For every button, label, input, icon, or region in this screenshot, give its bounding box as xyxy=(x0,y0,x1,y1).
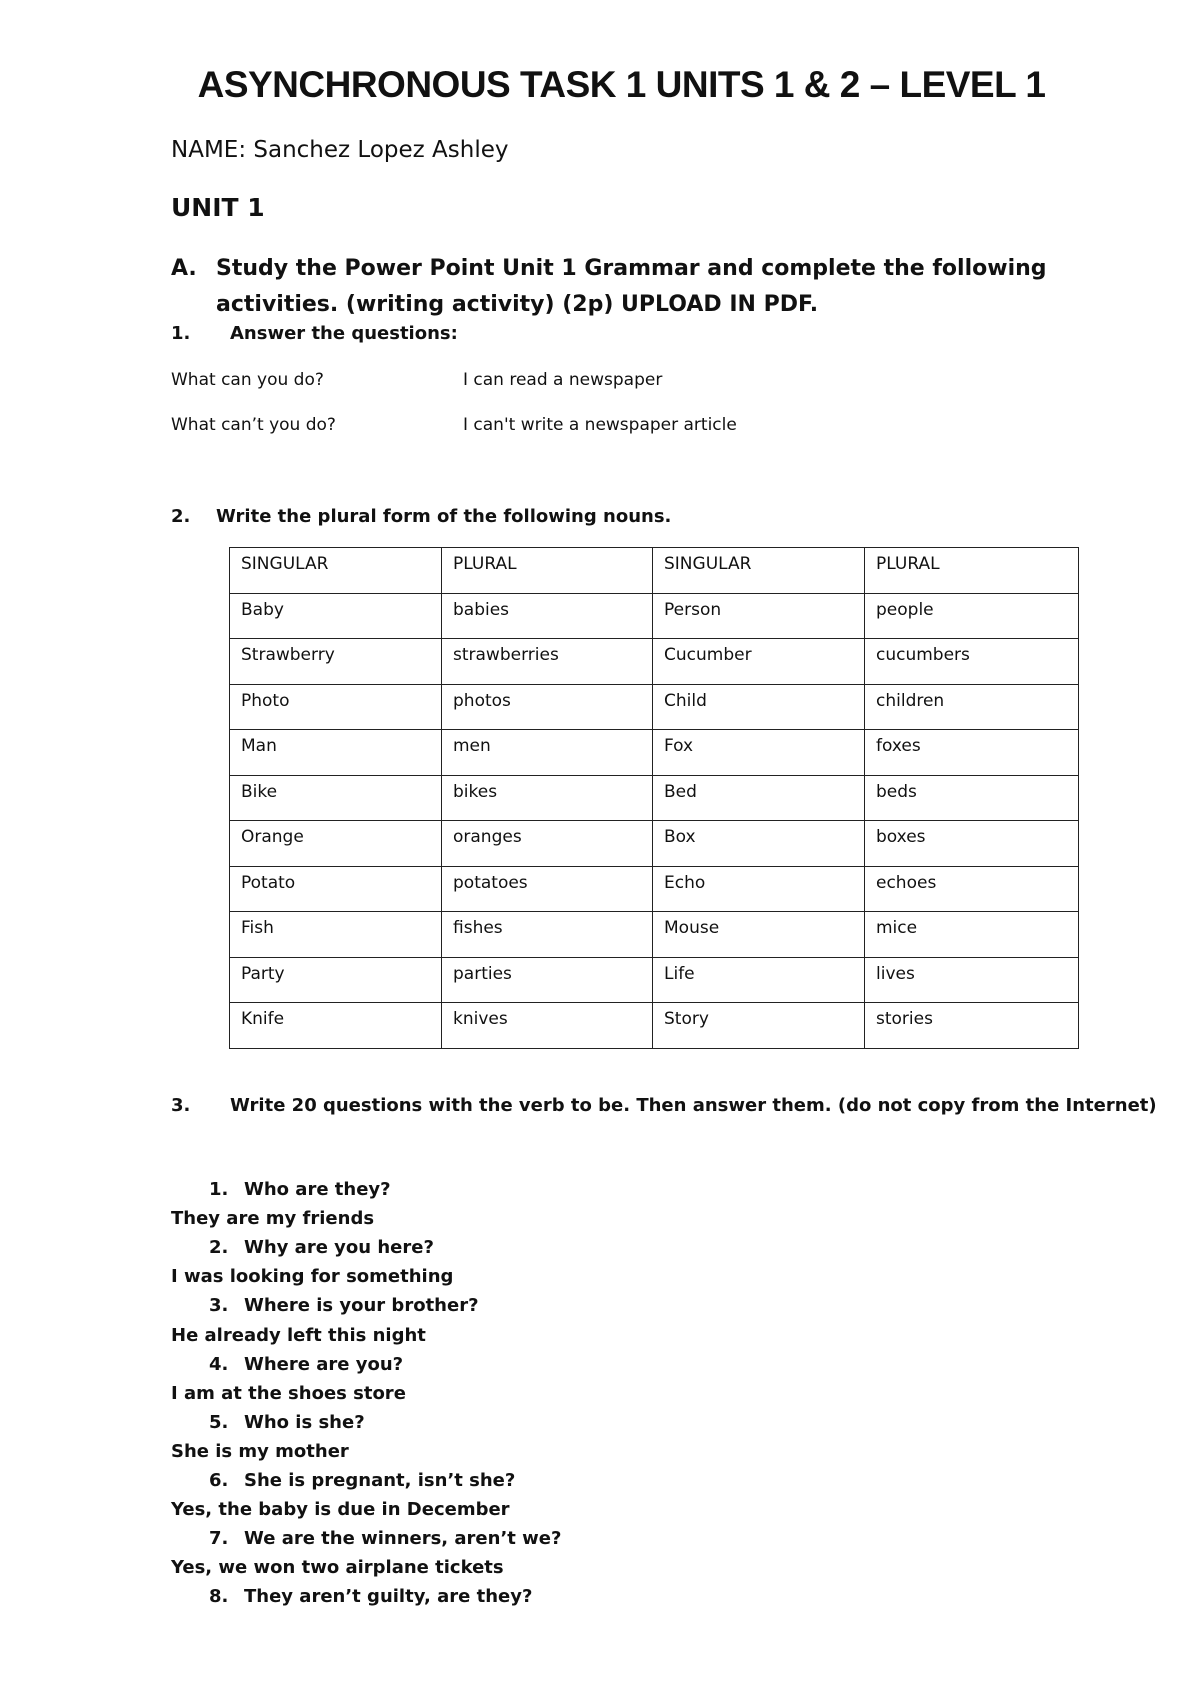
singular-cell: Party xyxy=(230,957,442,1003)
singular-cell: Potato xyxy=(230,866,442,912)
column-header: SINGULAR xyxy=(230,548,442,594)
question-number: 3. xyxy=(209,1295,229,1317)
section-a-marker: A. xyxy=(171,256,197,281)
singular-cell: Strawberry xyxy=(230,639,442,685)
question-number: 8. xyxy=(209,1586,229,1608)
singular-cell: Box xyxy=(653,821,865,867)
table-row xyxy=(230,639,1079,685)
ability-question: What can’t you do? xyxy=(171,415,336,435)
question-number: 2. xyxy=(209,1237,229,1259)
ability-question: What can you do? xyxy=(171,370,324,390)
table-row xyxy=(230,775,1079,821)
question-text: Where are you? xyxy=(244,1353,404,1375)
plural-cell: mice xyxy=(865,912,1079,958)
singular-cell: Cucumber xyxy=(653,639,865,685)
table-row xyxy=(230,1003,1079,1049)
plural-cell: babies xyxy=(442,593,653,639)
plural-cell: knives xyxy=(442,1003,653,1049)
plural-cell: cucumbers xyxy=(865,639,1079,685)
plural-cell: people xyxy=(865,593,1079,639)
plural-cell: parties xyxy=(442,957,653,1003)
plural-cell: oranges xyxy=(442,821,653,867)
singular-cell: Life xyxy=(653,957,865,1003)
column-header: PLURAL xyxy=(442,548,653,594)
question-number: 7. xyxy=(209,1528,229,1550)
plural-cell: boxes xyxy=(865,821,1079,867)
plural-cell: foxes xyxy=(865,730,1079,776)
table-row xyxy=(230,866,1079,912)
singular-cell: Story xyxy=(653,1003,865,1049)
answer-text: She is my mother xyxy=(171,1440,349,1462)
singular-cell: Orange xyxy=(230,821,442,867)
ability-answer: I can't write a newspaper article xyxy=(463,415,737,435)
question-text: Why are you here? xyxy=(244,1237,434,1259)
unit-heading: UNIT 1 xyxy=(171,193,265,222)
table-row xyxy=(230,912,1079,958)
question-number: 4. xyxy=(209,1353,229,1375)
plural-cell: bikes xyxy=(442,775,653,821)
question-text: Where is your brother? xyxy=(244,1295,479,1317)
plural-nouns-table xyxy=(229,547,1079,1049)
plural-cell: strawberries xyxy=(442,639,653,685)
singular-cell: Child xyxy=(653,684,865,730)
question-3-text: Write 20 questions with the verb to be. Then answer them. (do not copy from the Internet) xyxy=(230,1095,1157,1116)
question-2-number: 2. xyxy=(171,506,191,527)
column-header: PLURAL xyxy=(865,548,1079,594)
question-number: 1. xyxy=(209,1179,229,1200)
plural-cell: men xyxy=(442,730,653,776)
plural-cell: fishes xyxy=(442,912,653,958)
table-row xyxy=(230,821,1079,867)
plural-cell: photos xyxy=(442,684,653,730)
singular-cell: Echo xyxy=(653,866,865,912)
answer-text: Yes, we won two airplane tickets xyxy=(171,1557,504,1579)
answer-text: Yes, the baby is due in December xyxy=(171,1499,510,1521)
question-text: We are the winners, aren’t we? xyxy=(244,1528,562,1550)
document-title: ASYNCHRONOUS TASK 1 UNITS 1 & 2 – LEVEL 1 xyxy=(197,64,1046,105)
section-a-line-2: activities. (writing activity) (2p) UPLOAD IN PDF. xyxy=(216,292,819,317)
column-header: SINGULAR xyxy=(653,548,865,594)
ability-answer: I can read a newspaper xyxy=(463,370,663,390)
plural-cell: lives xyxy=(865,957,1079,1003)
table-header-row xyxy=(230,548,1079,594)
answer-text: They are my friends xyxy=(171,1208,375,1230)
question-number: 6. xyxy=(209,1470,229,1491)
table-row xyxy=(230,593,1079,639)
plural-cell: stories xyxy=(865,1003,1079,1049)
answer-text: I was looking for something xyxy=(171,1266,454,1288)
plural-cell: potatoes xyxy=(442,866,653,912)
plural-cell: echoes xyxy=(865,866,1079,912)
answer-text: He already left this night xyxy=(171,1324,426,1346)
question-text: Who are they? xyxy=(244,1179,391,1200)
singular-cell: Mouse xyxy=(653,912,865,958)
singular-cell: Bike xyxy=(230,775,442,821)
singular-cell: Person xyxy=(653,593,865,639)
singular-cell: Fish xyxy=(230,912,442,958)
singular-cell: Fox xyxy=(653,730,865,776)
singular-cell: Knife xyxy=(230,1003,442,1049)
question-text: They aren’t guilty, are they? xyxy=(244,1586,533,1608)
table-row xyxy=(230,730,1079,776)
question-1-number: 1. xyxy=(171,323,191,344)
singular-cell: Bed xyxy=(653,775,865,821)
question-text: She is pregnant, isn’t she? xyxy=(244,1470,516,1491)
question-3-number: 3. xyxy=(171,1095,191,1116)
question-text: Who is she? xyxy=(244,1411,365,1433)
question-1-text: Answer the questions: xyxy=(230,323,458,344)
plural-cell: children xyxy=(865,684,1079,730)
singular-cell: Photo xyxy=(230,684,442,730)
question-2-text: Write the plural form of the following nouns. xyxy=(216,506,672,527)
section-a-line-1: Study the Power Point Unit 1 Grammar and complete the following xyxy=(216,256,1047,281)
table-row xyxy=(230,684,1079,730)
question-number: 5. xyxy=(209,1411,229,1433)
answer-text: I am at the shoes store xyxy=(171,1382,406,1404)
plural-cell: beds xyxy=(865,775,1079,821)
student-name-line: NAME: Sanchez Lopez Ashley xyxy=(171,137,509,163)
singular-cell: Man xyxy=(230,730,442,776)
table-row xyxy=(230,957,1079,1003)
singular-cell: Baby xyxy=(230,593,442,639)
